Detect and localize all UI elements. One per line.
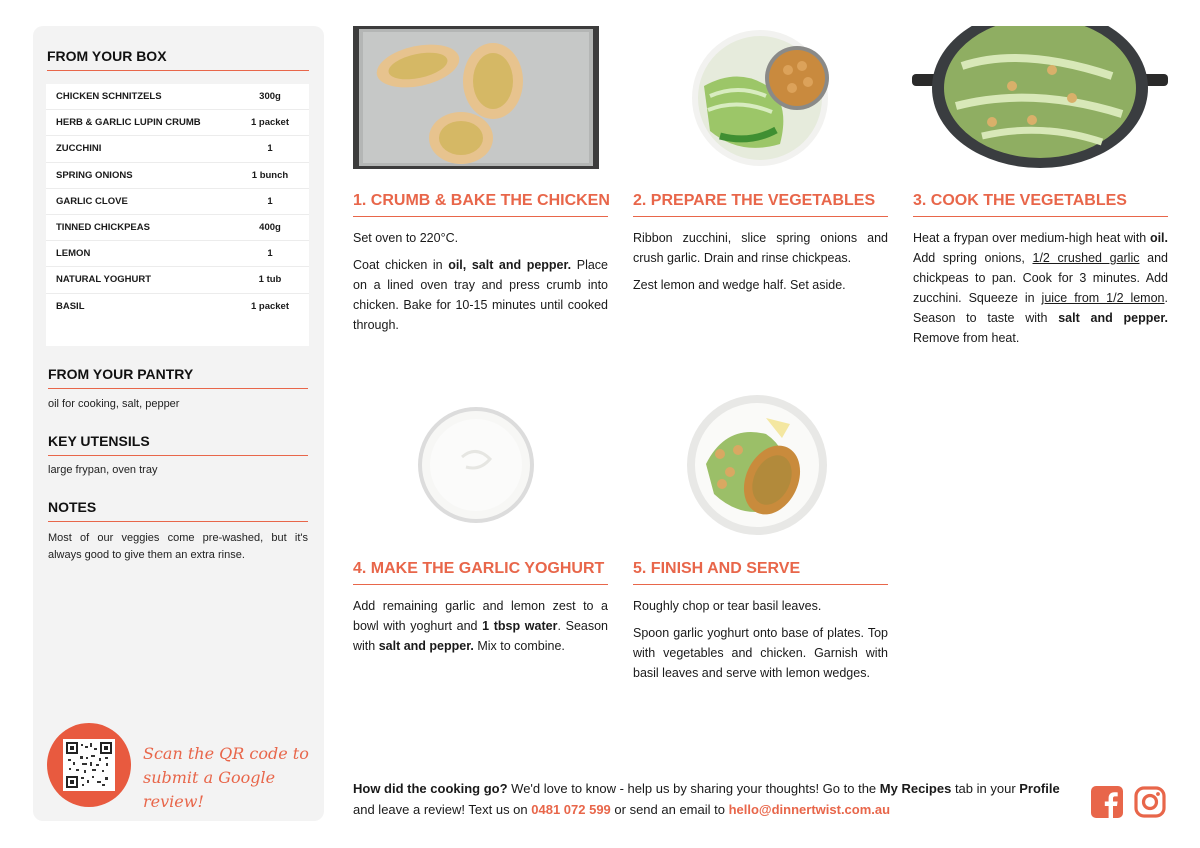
step-5-para-1: Roughly chop or tear basil leaves.	[633, 599, 822, 613]
review-footer: How did the cooking go? We'd love to know - help us by sharing your thoughts! Go to the My Recipes tab in your Profile and leave a review! Text us on 0481 072 599 or send an email to hello@dinnertwist.com.au	[353, 781, 1060, 817]
ingredient-row	[46, 136, 309, 162]
chicken-tray-photo	[353, 26, 599, 169]
email-link[interactable]: hello@dinnertwist.com.au	[728, 802, 891, 817]
step-5-body	[633, 596, 888, 690]
qr-cta-line2: submit a Google review!	[143, 768, 276, 811]
ingredient-name: HERB & GARLIC LUPIN CRUMB	[56, 117, 201, 129]
pantry-text: oil for cooking, salt, pepper	[48, 398, 180, 410]
ingredient-name: LEMON	[56, 248, 91, 260]
ingredient-qty: 1	[267, 248, 273, 260]
step-4-body	[353, 596, 608, 663]
step-3-body	[913, 228, 1168, 355]
ingredient-qty: 1 bunch	[251, 169, 289, 181]
utensils-text: large frypan, oven tray	[48, 464, 158, 476]
ingredient-row	[46, 84, 309, 110]
notes-heading: NOTES	[48, 499, 308, 522]
vegetables-plate-photo	[680, 26, 840, 169]
ingredient-qty: 1	[267, 143, 273, 155]
ingredient-row	[46, 163, 309, 189]
step-5-para-2: Spoon garlic yoghurt onto base of plates. Top with vegetables and chicken. Garnish with basil leaves and serve with lemon wedges.	[633, 626, 888, 680]
ingredient-row	[46, 110, 309, 136]
frypan-vegetables-photo	[912, 26, 1168, 169]
step-2-para-1: Ribbon zucchini, slice spring onions and crush garlic. Drain and rinse chickpeas.	[633, 231, 888, 265]
ingredient-row	[46, 189, 309, 215]
qr-call-to-action	[143, 742, 313, 814]
step-1-body	[353, 228, 608, 342]
ingredient-name: ZUCCHINI	[56, 143, 102, 155]
qr-code[interactable]	[63, 739, 115, 791]
finished-dish-photo	[686, 394, 828, 536]
step-5-title: 5. FINISH AND SERVE	[633, 560, 888, 585]
qr-badge	[47, 723, 131, 807]
step-1-para-2: Coat chicken in oil, salt and pepper. Place on a lined oven tray and press crumb into chicken. Bake for 10-15 minutes until cooked through.	[353, 258, 609, 332]
step-1-title: 1. CRUMB & BAKE THE CHICKEN	[353, 192, 608, 217]
step-3-title: 3. COOK THE VEGETABLES	[913, 192, 1168, 217]
ingredient-qty: 1 packet	[250, 117, 290, 129]
ingredient-row	[46, 215, 309, 241]
pantry-heading: FROM YOUR PANTRY	[48, 366, 308, 389]
ingredient-name: CHICKEN SCHNITZELS	[56, 91, 162, 103]
phone-number[interactable]: 0481 072 599	[531, 802, 611, 817]
ingredient-qty: 1 tub	[258, 274, 282, 286]
utensils-heading: KEY UTENSILS	[48, 433, 308, 456]
ingredient-qty: 1 packet	[250, 301, 290, 313]
ingredient-name: BASIL	[56, 301, 85, 313]
ingredient-row	[46, 241, 309, 267]
step-1-para-1: Set oven to 220°C.	[353, 231, 459, 245]
ingredient-qty: 300g	[259, 91, 281, 103]
ingredients-table	[46, 84, 309, 346]
step-4-para: Add remaining garlic and lemon zest to a bowl with yoghurt and 1 tbsp water. Season with salt and pepper. Mix to combine.	[353, 599, 608, 653]
ingredient-row	[46, 294, 309, 320]
ingredient-name: NATURAL YOGHURT	[56, 274, 151, 286]
garlic-yoghurt-photo	[414, 405, 538, 525]
qr-cta-line1: Scan the QR code to	[143, 744, 309, 763]
step-4-title: 4. MAKE THE GARLIC YOGHURT	[353, 560, 608, 585]
from-your-box-heading: FROM YOUR BOX	[47, 48, 309, 71]
instagram-icon[interactable]	[1134, 786, 1166, 818]
step-2-body	[633, 228, 888, 302]
ingredient-name: SPRING ONIONS	[56, 169, 133, 181]
ingredient-qty: 400g	[259, 222, 281, 234]
ingredients-sidebar	[33, 26, 324, 821]
ingredient-row	[46, 267, 309, 293]
step-2-title: 2. PREPARE THE VEGETABLES	[633, 192, 888, 217]
ingredient-name: TINNED CHICKPEAS	[56, 222, 150, 234]
ingredient-name: GARLIC CLOVE	[56, 195, 128, 207]
step-3-para: Heat a frypan over medium-high heat with oil. Add spring onions, 1/2 crushed garlic and chickpeas to pan. Cook for 3 minutes. Add zucchini. Squeeze in juice from 1/2 lemon. Season to taste with salt and pepper. Remove from heat.	[913, 231, 1168, 345]
notes-text: Most of our veggies come pre-washed, but it's always good to give them an extra rinse.	[48, 532, 308, 561]
step-2-para-2: Zest lemon and wedge half. Set aside.	[633, 278, 846, 292]
ingredient-qty: 1	[267, 195, 273, 207]
facebook-icon[interactable]	[1091, 786, 1123, 818]
